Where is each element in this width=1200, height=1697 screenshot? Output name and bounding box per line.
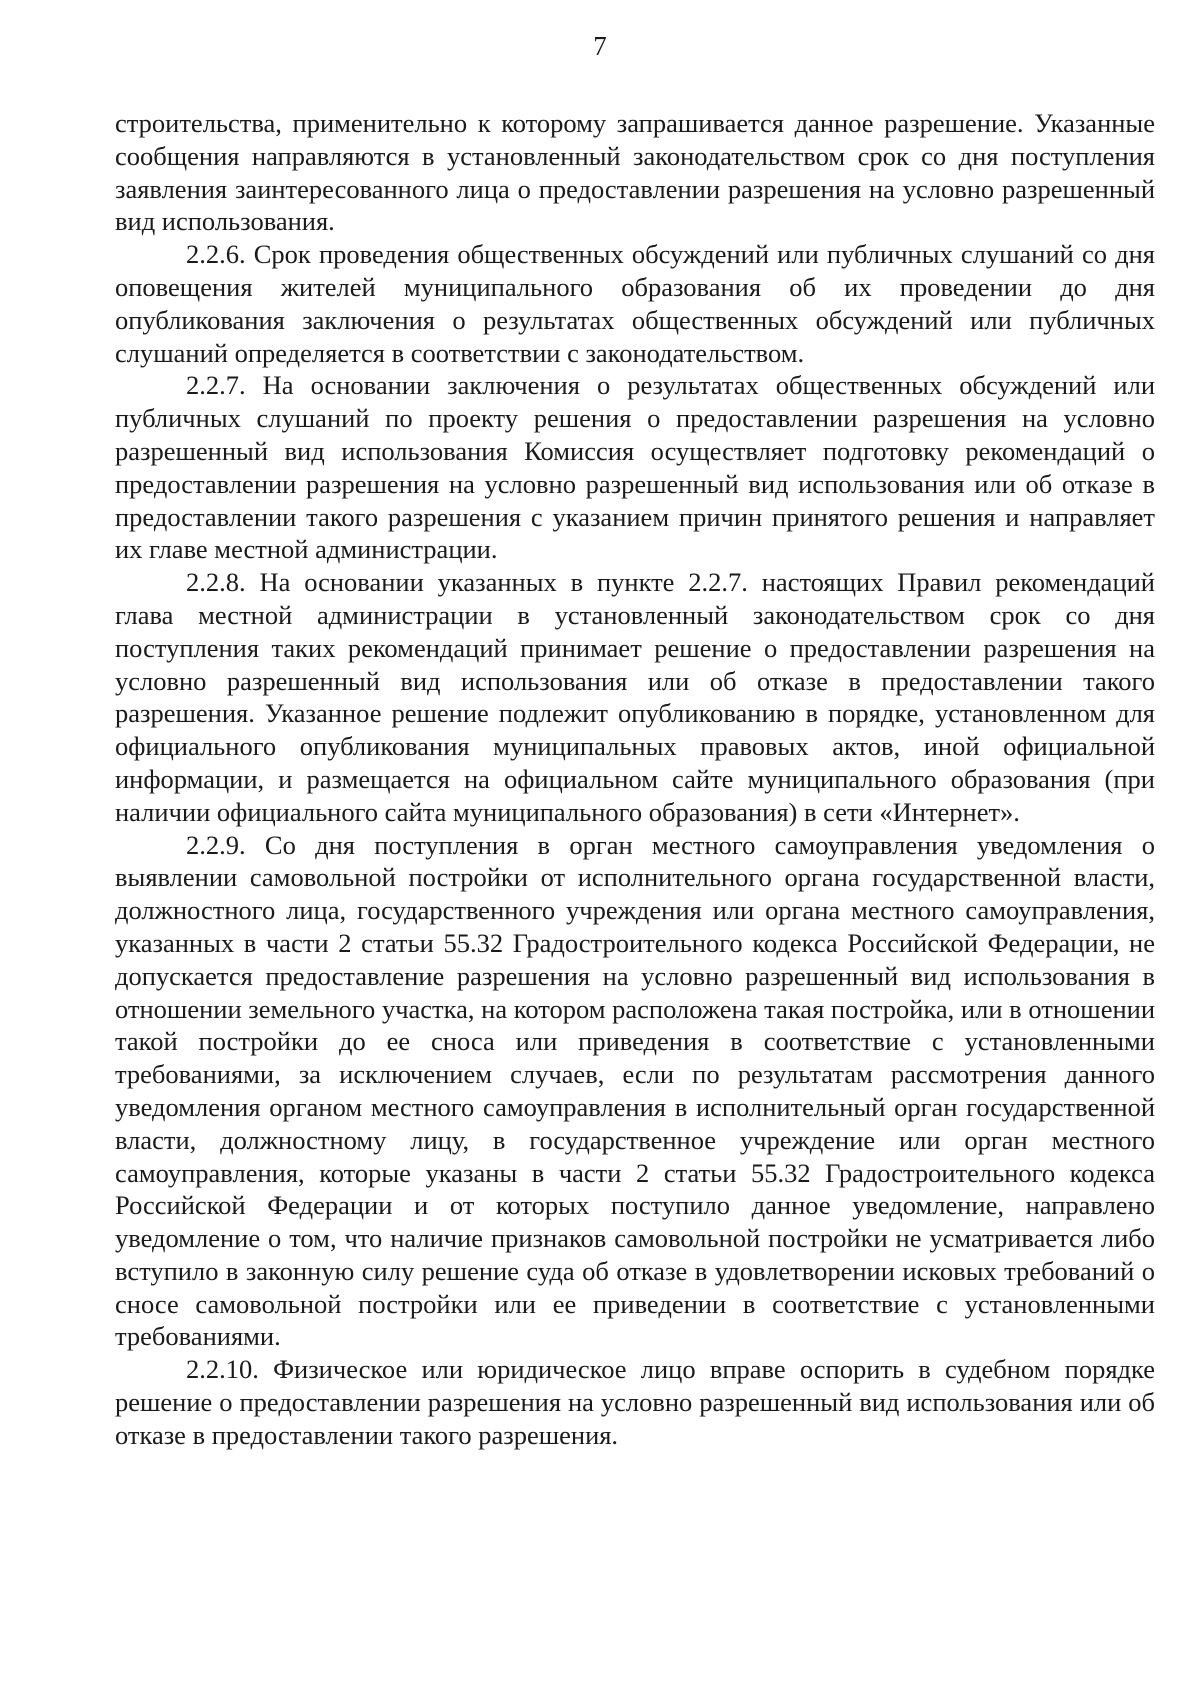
paragraph-2-2-6: 2.2.6. Срок проведения общественных обсуждений или публичных слушаний со дня оповещения жителей муниципального образования об их проведении до дня опубликования заключения о результатах общественных обсуждений или публичных слушаний определяется в соответствии с законодательством. — [115, 239, 1155, 368]
paragraph-2-2-7: 2.2.7. На основании заключения о результатах общественных обсуждений или публичных слушаний по проекту решения о предоставлении разрешения на условно разрешенный вид использования Комиссия осуществляет подготовку рекомендаций о предоставлении разрешения на условно разрешенный вид использования или об отказе в предоставлении такого разрешения с указанием причин принятого решения и направляет их главе местной администрации. — [115, 370, 1155, 565]
page-number: 7 — [593, 31, 607, 61]
paragraph-2-2-8: 2.2.8. На основании указанных в пункте 2.2.7. настоящих Правил рекомендаций глава местной администрации в установленный законодательством срок со дня поступления таких рекомендаций принимает решение о предоставлении разрешения на условно разрешенный вид использования или об отказе в предоставлении такого разрешения. Указанное решение подлежит опубликованию в порядке, установленном для официального опубликования муниципальных правовых актов, иной официальной информации, и размещается на официальном сайте муниципального образования (при наличии официального сайта муниципального образования) в сети «Интернет». — [115, 567, 1155, 827]
document-body — [115, 107, 1155, 1452]
paragraph-2-2-10: 2.2.10. Физическое или юридическое лицо вправе оспорить в судебном порядке решение о предоставлении разрешения на условно разрешенный вид использования или об отказе в предоставлении такого разрешения. — [115, 1354, 1155, 1450]
paragraph-2-2-9: 2.2.9. Со дня поступления в орган местного самоуправления уведомления о выявлении самовольной постройки от исполнительного органа государственной власти, должностного лица, государственного учреждения или органа местного самоуправления, указанных в части 2 статьи 55.32 Градостроительного кодекса Российской Федерации, не допускается предоставление разрешения на условно разрешенный вид использования в отношении земельного участка, на котором расположена такая постройка, или в отношении такой постройки до ее сноса или приведения в соответствие с установленными требованиями, за исключением случаев, если по результатам рассмотрения данного уведомления органом местного самоуправления в исполнительный орган государственной власти, должностному лицу, в государственное учреждение или орган местного самоуправления, которые указаны в части 2 статьи 55.32 Градостроительного кодекса Российской Федерации и от которых поступило данное уведомление, направлено уведомление о том, что наличие признаков самовольной постройки не усматривается либо вступило в законную силу решение суда об отказе в удовлетворении исковых требований о сносе самовольной постройки или ее приведении в соответствие с установленными требованиями. — [115, 829, 1155, 1352]
paragraph-continuation: строительства, применительно к которому запрашивается данное разрешение. Указанные сообщения направляются в установленный законодательством срок со дня поступления заявления заинтересованного лица о предоставлении разрешения на условно разрешенный вид использования. — [115, 108, 1155, 237]
